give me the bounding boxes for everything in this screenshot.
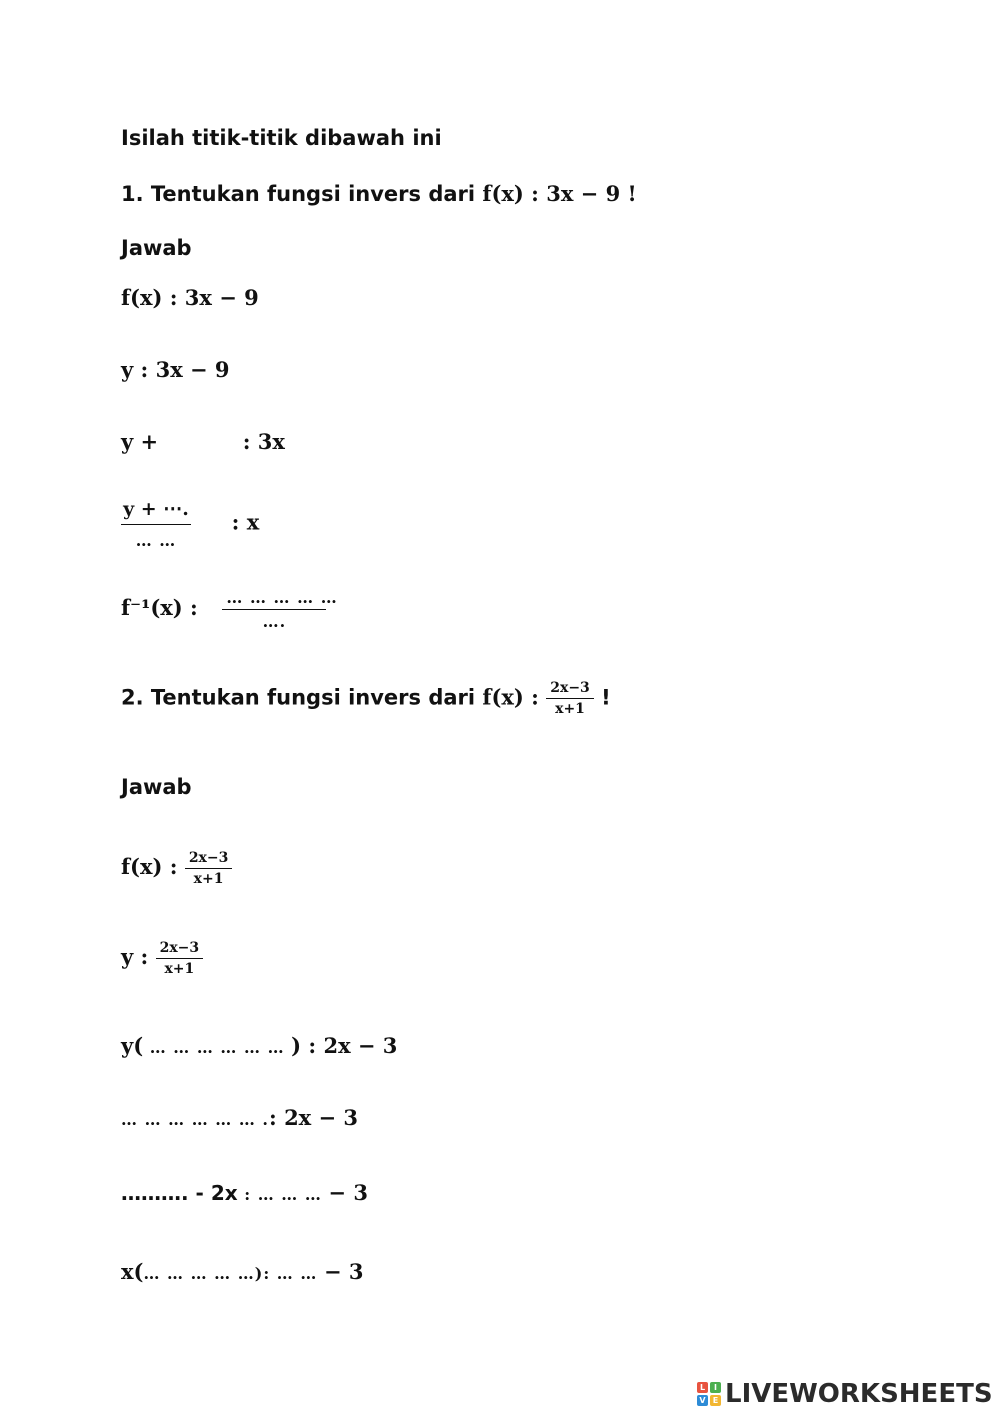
q2-step-6-blank[interactable]: … … … … …: [143, 1264, 255, 1283]
logo-letter-v: V: [697, 1395, 708, 1406]
q2-step-6-right: − 3: [323, 1259, 364, 1284]
q2-step-5-mid[interactable]: : … … …: [237, 1185, 329, 1204]
question-2-text: 2. Tentukan fungsi invers dari: [121, 685, 476, 710]
q1-step-5: [121, 588, 338, 631]
liveworksheets-logo: [697, 1377, 993, 1411]
question-1-function: f(x) : 3x − 9 !: [482, 181, 637, 206]
q2-step-4-blank[interactable]: … … … … … … .: [121, 1110, 269, 1129]
logo-letter-l: L: [697, 1382, 708, 1393]
q1-step-4: [121, 498, 259, 550]
q1-step-2: y : 3x − 9: [121, 357, 230, 382]
logo-text: LIVEWORKSHEETS: [725, 1379, 993, 1409]
q1-step-3-right: : 3x: [242, 429, 285, 454]
q1-step-4-fraction: [121, 498, 191, 550]
logo-letter-i: I: [710, 1382, 721, 1393]
q2-step-3: [121, 1033, 397, 1058]
q2-step-2-denominator: x+1: [164, 961, 195, 977]
q1-step-5-fraction: [222, 588, 338, 631]
question-1: [121, 181, 637, 206]
question-2-denominator: x+1: [555, 701, 585, 717]
q2-step-3-blank[interactable]: … … … … … …: [143, 1038, 292, 1057]
question-2: [121, 680, 611, 717]
q2-step-2-numerator: 2x−3: [156, 940, 204, 959]
q2-step-5-blank[interactable]: ………. - 2x: [121, 1181, 238, 1205]
q2-step-6-left: x(: [121, 1259, 144, 1284]
q1-step-3-left: y +: [121, 429, 159, 454]
q2-step-6: [121, 1259, 363, 1284]
q1-step-3: [121, 429, 285, 454]
q1-step-1: f(x) : 3x − 9: [121, 285, 259, 310]
q2-step-1-numerator: 2x−3: [185, 850, 233, 869]
question-2-fraction: [546, 680, 594, 717]
q2-step-2-left: y :: [121, 944, 149, 969]
q2-step-4: [121, 1105, 358, 1130]
q2-step-2-fraction: [156, 940, 204, 977]
q2-step-4-right: : 2x − 3: [269, 1105, 359, 1130]
q1-step-4-numerator[interactable]: y + ⋯.: [121, 498, 191, 525]
q2-step-2: [121, 940, 203, 977]
q2-step-6-mid[interactable]: ): … …: [254, 1264, 324, 1283]
question-1-text: 1. Tentukan fungsi invers dari: [121, 182, 476, 206]
q1-step-4-right: : x: [231, 509, 260, 535]
q1-step-5-left: f⁻¹(x) :: [121, 595, 198, 620]
q2-step-1-denominator: x+1: [193, 871, 224, 887]
q2-step-3-left: y(: [121, 1033, 144, 1058]
logo-letter-e: E: [710, 1395, 721, 1406]
q2-step-1-left: f(x) :: [121, 854, 178, 879]
q2-step-5: [121, 1180, 368, 1205]
question-2-function-left: f(x) :: [482, 684, 539, 710]
q2-step-5-right: − 3: [328, 1180, 368, 1205]
q1-step-5-numerator[interactable]: … … … … …: [222, 588, 326, 610]
q2-step-1: [121, 850, 232, 887]
q2-step-3-right: ) : 2x − 3: [291, 1033, 398, 1058]
question-2-end: !: [601, 685, 611, 710]
question-2-numerator: 2x−3: [546, 680, 594, 699]
q2-step-1-fraction: [185, 850, 233, 887]
instruction-text: Isilah titik-titik dibawah ini: [121, 126, 442, 150]
q1-step-4-denominator[interactable]: … …: [135, 531, 177, 550]
q1-answer-label: Jawab: [121, 236, 192, 260]
q2-answer-label: Jawab: [121, 775, 192, 799]
q1-step-5-denominator[interactable]: ….: [262, 612, 287, 631]
logo-mark-icon: [697, 1382, 721, 1406]
